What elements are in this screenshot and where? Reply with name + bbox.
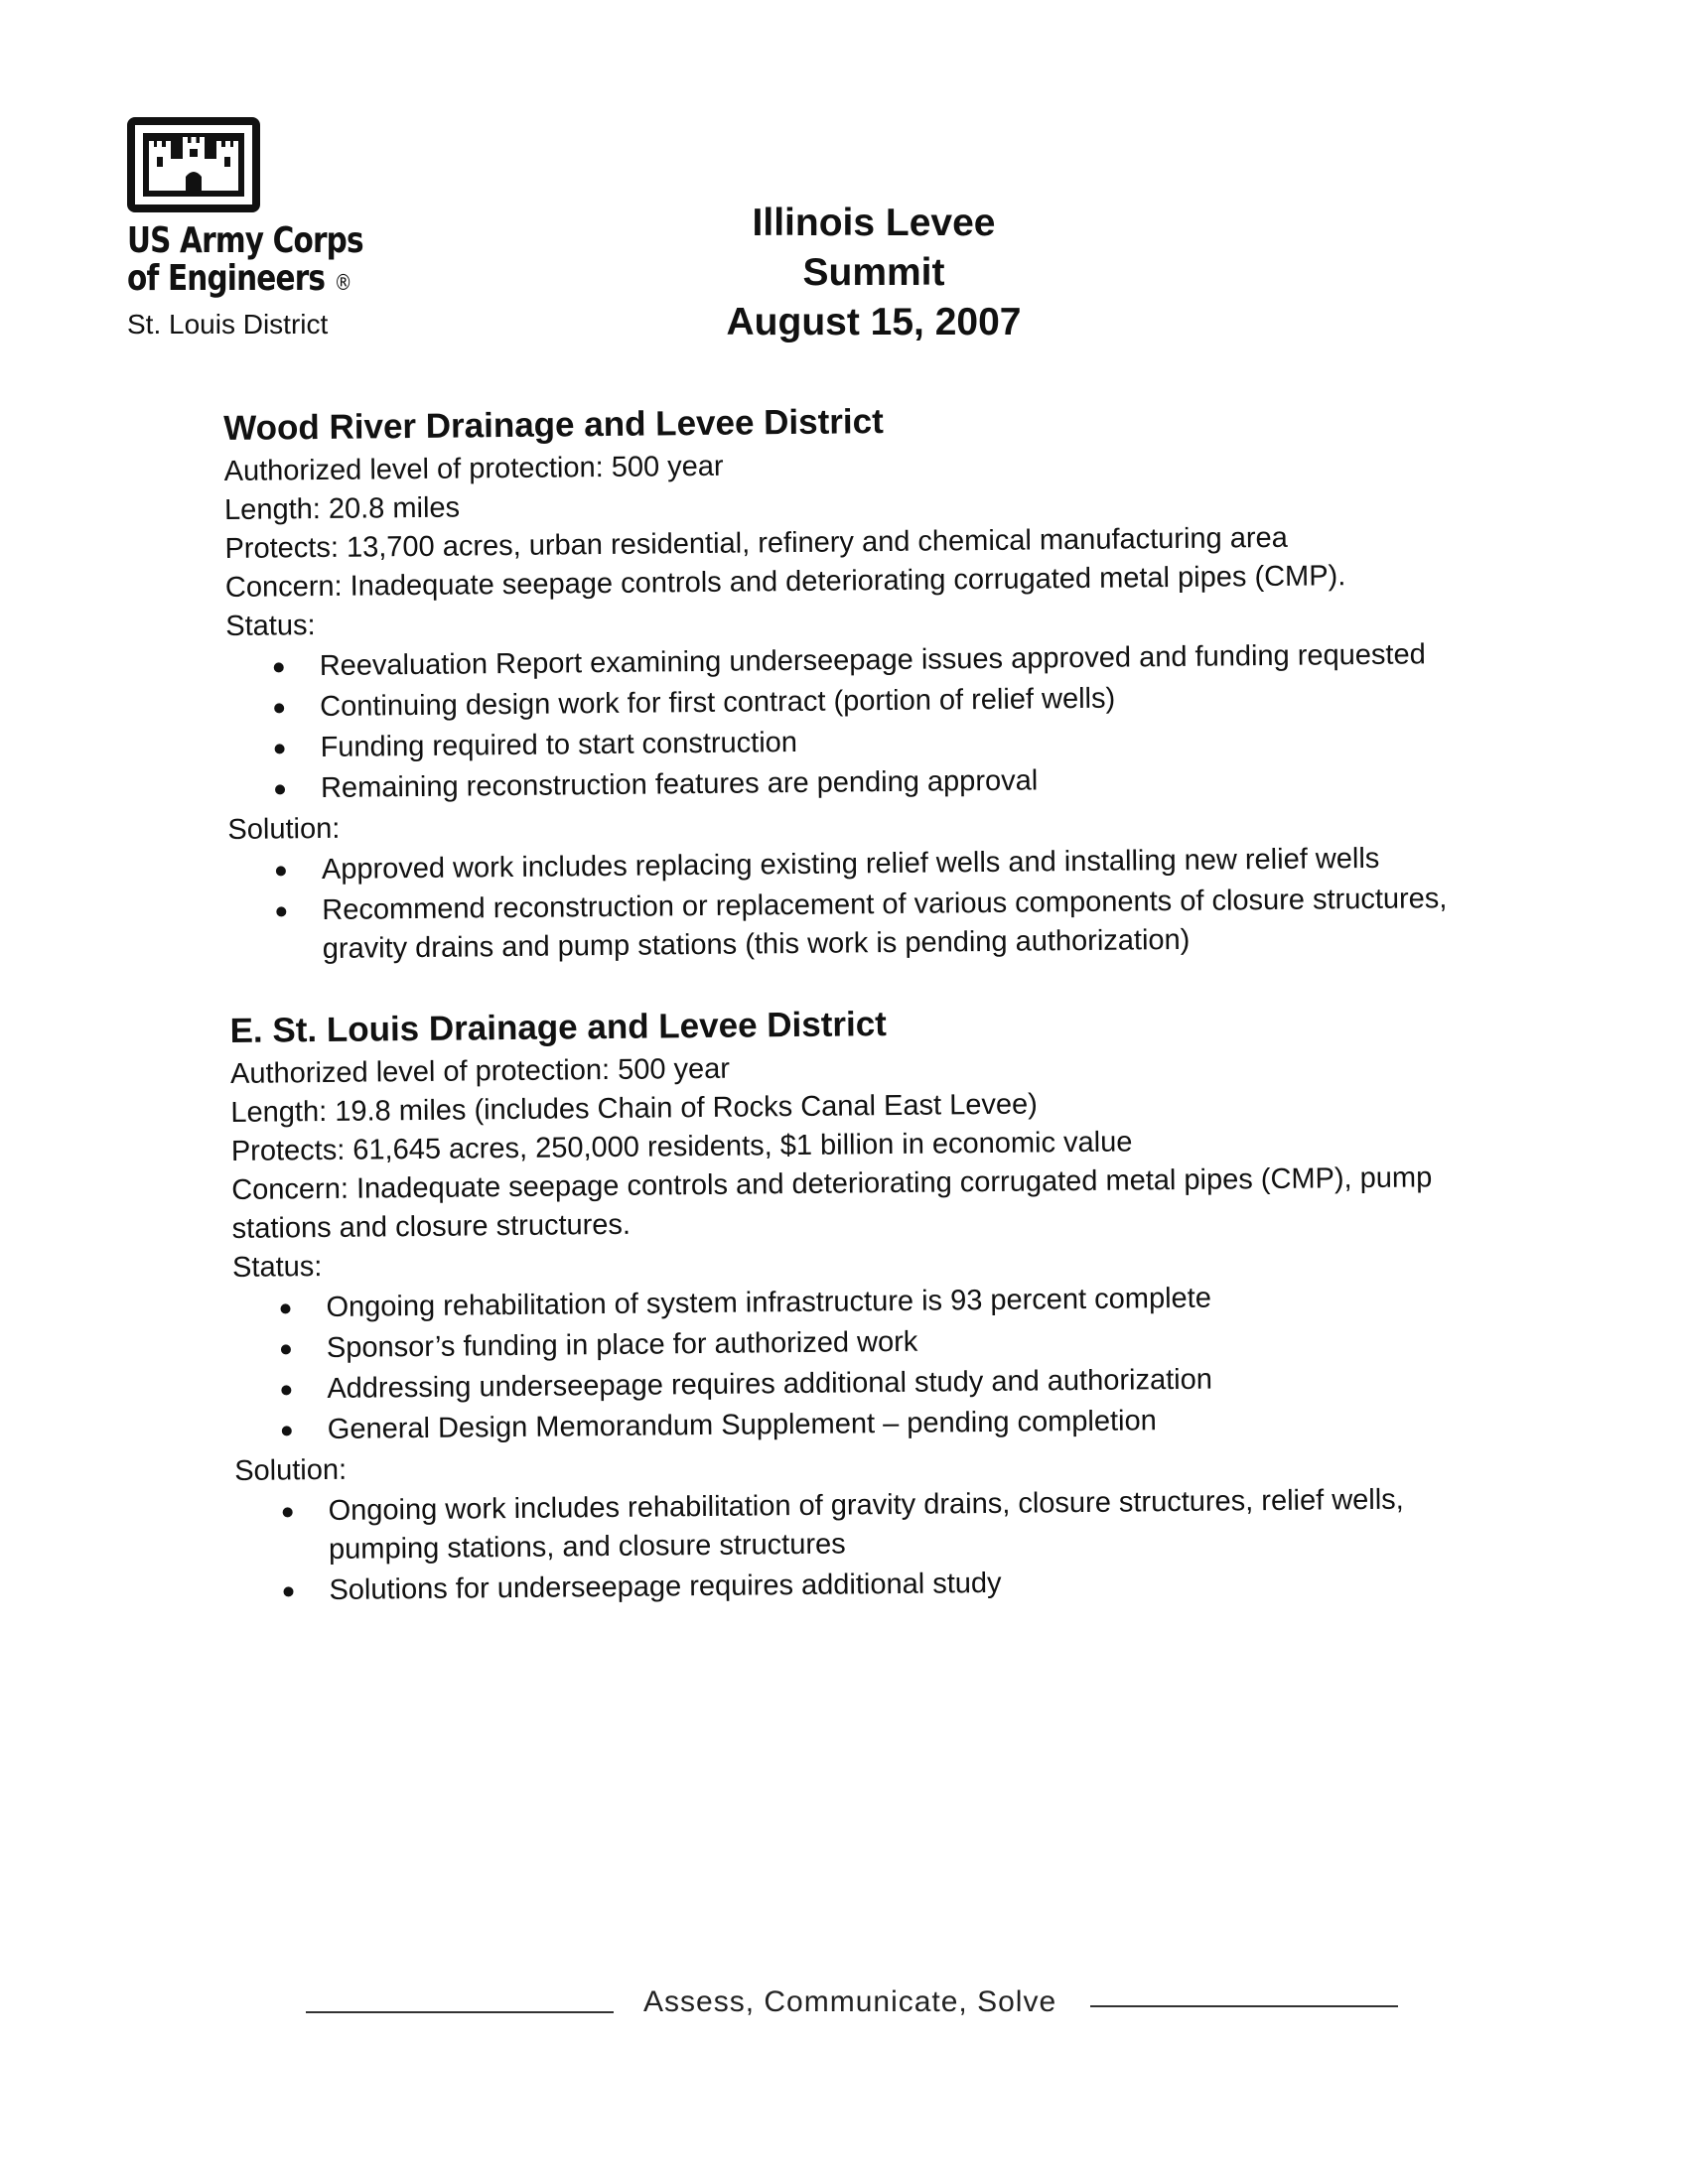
organization-name-line2: of Engineers — [127, 258, 326, 299]
solution-label: Solution: — [227, 812, 341, 846]
usace-logo-block — [127, 117, 425, 341]
list-item-text: Remaining reconstruction features are pending approval — [320, 764, 1039, 804]
section-title: Wood River Drainage and Levee District — [223, 402, 884, 448]
list-item — [278, 1480, 1486, 1570]
list-item-text: General Design Memorandum Supplement – pending completion — [327, 1405, 1157, 1445]
bullet-icon — [280, 1303, 290, 1313]
bullet-icon — [276, 906, 286, 916]
footer-rule-right — [1090, 2005, 1398, 2007]
bullet-icon — [281, 1385, 291, 1395]
detail-line: Concern: Inadequate seepage controls and deteriorating corrugated metal pipes (CMP). — [224, 560, 1346, 604]
document-title — [695, 199, 1052, 347]
status-label: Status: — [225, 610, 316, 642]
list-item-text: Solutions for underseepage requires additional study — [329, 1567, 1002, 1606]
status-label: Status: — [231, 1251, 323, 1284]
bullet-icon — [281, 1344, 291, 1354]
detail-line: Concern: Inadequate seepage controls and deteriorating corrugated metal pipes (CMP), pump stations and closure structures. — [231, 1161, 1433, 1245]
solution-list — [234, 1480, 1486, 1611]
list-item-text: Sponsor’s funding in place for authorized work — [326, 1325, 918, 1364]
bullet-icon — [274, 662, 284, 672]
solution-label: Solution: — [234, 1453, 348, 1487]
list-item-text: Reevaluation Report examining underseepage issues approved and funding requested — [319, 638, 1426, 683]
bullet-icon — [276, 866, 286, 876]
district-section — [229, 997, 1486, 1611]
bullet-icon — [275, 784, 285, 794]
document-body — [223, 394, 1487, 1651]
registered-mark: ® — [334, 271, 351, 296]
list-item-text: Approved work includes replacing existing relief wells and installing new relief wells — [321, 842, 1380, 886]
section-title: E. St. Louis Drainage and Levee District — [229, 1005, 888, 1050]
organization-name — [127, 222, 371, 303]
detail-line: Length: 20.8 miles — [223, 491, 461, 526]
district-name: St. Louis District — [127, 309, 329, 340]
list-item — [272, 880, 1480, 970]
castle-icon — [127, 117, 260, 212]
list-item-text: Funding required to start construction — [320, 726, 798, 763]
bullet-icon — [283, 1507, 293, 1517]
list-item-text: Recommend reconstruction or replacement of various components of closure structures, gravity drains and pump stations (this work is pending authorization) — [322, 883, 1448, 965]
detail-line: Authorized level of protection: 500 year — [223, 450, 724, 487]
list-item-text: Continuing design work for first contract (portion of relief wells) — [320, 682, 1116, 723]
organization-name-line1: US Army Corps — [127, 220, 363, 261]
district-section — [223, 394, 1480, 970]
detail-line: Protects: 61,645 acres, 250,000 residents, $1 billion in economic value — [230, 1126, 1133, 1167]
bullet-icon — [275, 744, 285, 753]
status-list — [232, 1277, 1485, 1450]
list-item-text: Addressing underseepage requires additional study and authorization — [327, 1363, 1213, 1405]
bullet-icon — [282, 1426, 292, 1435]
list-item-text: Ongoing work includes rehabilitation of gravity drains, closure structures, relief wells, pumping stations, and closure structures — [328, 1483, 1404, 1566]
title-date: August 15, 2007 — [726, 301, 1022, 343]
footer — [306, 1985, 1398, 2025]
solution-list — [228, 839, 1480, 970]
status-list — [226, 635, 1479, 809]
bullet-icon — [274, 703, 284, 713]
detail-line: Length: 19.8 miles (includes Chain of Rocks Canal East Levee) — [230, 1088, 1039, 1129]
footer-rule-left — [306, 2011, 614, 2013]
detail-line: Protects: 13,700 acres, urban residential, refinery and chemical manufacturing area — [224, 521, 1288, 565]
detail-line: Authorized level of protection: 500 year — [229, 1052, 731, 1090]
list-item-text: Ongoing rehabilitation of system infrastructure is 93 percent complete — [326, 1282, 1212, 1323]
bullet-icon — [283, 1586, 293, 1596]
footer-motto: Assess, Communicate, Solve — [643, 1985, 1057, 2018]
title-event: Illinois Levee Summit — [752, 202, 996, 294]
